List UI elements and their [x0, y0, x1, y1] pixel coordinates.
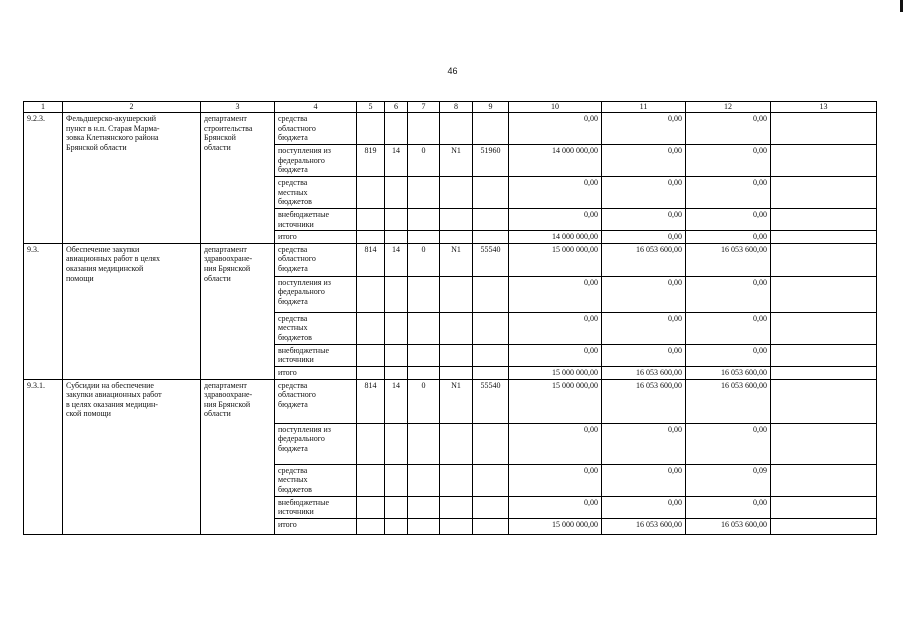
item-executor-line: департамент	[204, 114, 247, 123]
item-executor-line: департамент	[204, 244, 247, 254]
budget-code-c7	[408, 177, 440, 209]
header-cell-2: 2	[63, 102, 201, 113]
budget-code-c5	[357, 423, 385, 464]
header-cell-10: 10	[509, 102, 602, 113]
budget-code-c5	[357, 231, 385, 244]
funding-source-line: бюджета	[278, 443, 308, 453]
budget-code-c8	[440, 464, 473, 496]
amount-c13	[771, 209, 877, 231]
amount-c13	[771, 496, 877, 518]
budget-code-c6	[385, 209, 408, 231]
budget-code-c8: N1	[440, 379, 473, 423]
item-executor-line: департамент	[204, 380, 247, 390]
funding-source-line: бюджетов	[278, 484, 312, 494]
amount-c10: 0,00	[509, 496, 602, 518]
amount-c10: 14 000 000,00	[509, 145, 602, 177]
funding-source-line: федерального	[278, 287, 325, 297]
amount-c13	[771, 145, 877, 177]
funding-source	[275, 231, 357, 244]
budget-code-c5	[357, 177, 385, 209]
budget-code-c9	[473, 113, 509, 145]
item-executor-line: области	[204, 409, 231, 419]
funding-source-line: бюджета	[278, 263, 308, 273]
budget-code-c8	[440, 276, 473, 312]
budget-code-c6	[385, 113, 408, 145]
item-name-line: Фельдшерско-акушерский	[66, 114, 157, 123]
budget-code-c5: 814	[357, 379, 385, 423]
header-cell-11: 11	[602, 102, 686, 113]
funding-source-line: внебюджетные	[278, 210, 329, 219]
funding-source-line: средства	[278, 380, 308, 390]
budget-code-c9	[473, 464, 509, 496]
amount-c12: 0,00	[686, 276, 771, 312]
header-cell-1: 1	[24, 102, 63, 113]
item-name-line: в целях оказания медицин-	[66, 399, 158, 409]
item-name	[63, 243, 201, 379]
item-name-line: пункт в н.п. Старая Марма-	[66, 123, 160, 133]
funding-source-line: итого	[278, 519, 297, 529]
amount-c10: 14 000 000,00	[509, 231, 602, 244]
budget-code-c9	[473, 276, 509, 312]
item-code: 9.2.3.	[24, 113, 63, 244]
amount-c11: 0,00	[602, 231, 686, 244]
budget-code-c9: 55540	[473, 243, 509, 276]
budget-code-c8	[440, 518, 473, 534]
amount-c11: 0,00	[602, 177, 686, 209]
amount-c10: 0,00	[509, 177, 602, 209]
header-cell-3: 3	[201, 102, 275, 113]
funding-source-line: местных	[278, 475, 308, 485]
budget-code-c7	[408, 312, 440, 344]
amount-c12: 16 053 600,00	[686, 243, 771, 276]
amount-c12: 0,00	[686, 145, 771, 177]
amount-c13	[771, 344, 877, 366]
funding-source-line: федерального	[278, 434, 325, 444]
budget-code-c8	[440, 423, 473, 464]
header-cell-13: 13	[771, 102, 877, 113]
amount-c10: 0,00	[509, 113, 602, 145]
table-row	[24, 243, 877, 276]
funding-source-line: итого	[278, 232, 297, 242]
budget-code-c7: 0	[408, 379, 440, 423]
amount-c11: 0,00	[602, 344, 686, 366]
item-name-line: закупки авиационных работ	[66, 390, 162, 400]
budget-code-c9	[473, 312, 509, 344]
amount-c13	[771, 423, 877, 464]
item-name-line: Брянской области	[66, 142, 127, 152]
budget-code-c7	[408, 464, 440, 496]
amount-c11: 0,00	[602, 464, 686, 496]
amount-c12: 16 053 600,00	[686, 379, 771, 423]
amount-c11: 0,00	[602, 496, 686, 518]
amount-c12: 0,09	[686, 464, 771, 496]
funding-source	[275, 464, 357, 496]
item-name-line: Субсидии на обеспечение	[66, 380, 154, 390]
budget-code-c8	[440, 366, 473, 379]
budget-code-c6: 14	[385, 243, 408, 276]
budget-code-c7	[408, 344, 440, 366]
amount-c12: 0,00	[686, 344, 771, 366]
budget-code-c5	[357, 496, 385, 518]
amount-c12: 16 053 600,00	[686, 518, 771, 534]
item-name-line: зовка Клетнянского района	[66, 133, 159, 143]
amount-c13	[771, 518, 877, 534]
amount-c11: 0,00	[602, 312, 686, 344]
budget-code-c7	[408, 496, 440, 518]
funding-source	[275, 344, 357, 366]
budget-code-c8	[440, 113, 473, 145]
budget-code-c7	[408, 231, 440, 244]
budget-code-c5	[357, 276, 385, 312]
funding-source	[275, 177, 357, 209]
funding-source-line: итого	[278, 367, 297, 377]
budget-code-c9	[473, 366, 509, 379]
funding-source	[275, 496, 357, 518]
item-name	[63, 379, 201, 534]
funding-source-line: средства	[278, 114, 308, 123]
item-name-line: авиационных работ в целях	[66, 254, 160, 264]
funding-source-line: областного	[278, 254, 316, 264]
funding-source	[275, 145, 357, 177]
header-row	[24, 102, 877, 113]
amount-c10: 0,00	[509, 276, 602, 312]
budget-code-c7	[408, 113, 440, 145]
budget-code-c8: N1	[440, 145, 473, 177]
funding-source-line: бюджета	[278, 399, 308, 409]
amount-c12: 0,00	[686, 312, 771, 344]
budget-code-c5	[357, 113, 385, 145]
funding-source	[275, 518, 357, 534]
header-cell-7: 7	[408, 102, 440, 113]
budget-code-c9: 51960	[473, 145, 509, 177]
funding-source-line: поступления из	[278, 277, 331, 287]
amount-c11: 0,00	[602, 276, 686, 312]
budget-code-c9	[473, 423, 509, 464]
item-executor-line: строительства	[204, 123, 253, 133]
amount-c10: 0,00	[509, 312, 602, 344]
header-cell-6: 6	[385, 102, 408, 113]
amount-c10: 0,00	[509, 423, 602, 464]
budget-code-c6	[385, 518, 408, 534]
amount-c12: 0,00	[686, 231, 771, 244]
budget-code-c8	[440, 344, 473, 366]
item-executor	[201, 113, 275, 244]
item-code: 9.3.	[24, 243, 63, 379]
budget-code-c5: 819	[357, 145, 385, 177]
budget-code-c9	[473, 231, 509, 244]
budget-code-c6: 14	[385, 379, 408, 423]
amount-c12: 0,00	[686, 177, 771, 209]
budget-code-c6	[385, 276, 408, 312]
budget-code-c8	[440, 496, 473, 518]
funding-source-line: внебюджетные	[278, 497, 329, 507]
funding-source	[275, 113, 357, 145]
budget-code-c6: 14	[385, 145, 408, 177]
page-number: 46	[447, 66, 458, 76]
amount-c11: 0,00	[602, 113, 686, 145]
budget-code-c8	[440, 209, 473, 231]
amount-c11: 16 053 600,00	[602, 379, 686, 423]
budget-code-c6	[385, 312, 408, 344]
funding-source	[275, 243, 357, 276]
budget-code-c6	[385, 366, 408, 379]
item-executor-line: ния Брянской	[204, 399, 251, 409]
amount-c13	[771, 113, 877, 145]
edge-mark	[900, 0, 903, 12]
header-cell-12: 12	[686, 102, 771, 113]
item-name-line: оказания медицинской	[66, 263, 144, 273]
amount-c13	[771, 464, 877, 496]
amount-c10: 0,00	[509, 344, 602, 366]
budget-code-c7: 0	[408, 145, 440, 177]
budget-code-c9: 55540	[473, 379, 509, 423]
header-cell-9: 9	[473, 102, 509, 113]
budget-code-c5	[357, 366, 385, 379]
budget-code-c6	[385, 344, 408, 366]
budget-code-c6	[385, 496, 408, 518]
budget-code-c7	[408, 209, 440, 231]
amount-c13	[771, 366, 877, 379]
item-executor	[201, 243, 275, 379]
item-executor-line: Брянской	[204, 133, 236, 143]
funding-source-line: бюджета	[278, 133, 308, 143]
amount-c10: 15 000 000,00	[509, 243, 602, 276]
amount-c13	[771, 379, 877, 423]
funding-source	[275, 209, 357, 231]
item-executor-line: области	[204, 273, 231, 283]
budget-code-c8	[440, 231, 473, 244]
funding-source-line: средства	[278, 244, 308, 254]
budget-code-c5	[357, 344, 385, 366]
amount-c12: 0,00	[686, 496, 771, 518]
item-executor-line: здравоохране-	[204, 254, 253, 264]
item-code: 9.3.1.	[24, 379, 63, 534]
amount-c12: 16 053 600,00	[686, 366, 771, 379]
funding-source-line: источники	[278, 507, 314, 517]
funding-source-line: поступления из	[278, 146, 331, 155]
table-body	[24, 102, 877, 535]
funding-source-line: поступления из	[278, 424, 331, 434]
budget-code-c9	[473, 177, 509, 209]
budget-code-c7	[408, 518, 440, 534]
amount-c10: 0,00	[509, 209, 602, 231]
amount-c13	[771, 312, 877, 344]
budget-code-c9	[473, 518, 509, 534]
header-cell-5: 5	[357, 102, 385, 113]
amount-c10: 0,00	[509, 464, 602, 496]
amount-c11: 16 053 600,00	[602, 518, 686, 534]
budget-code-c8	[440, 312, 473, 344]
funding-source-line: бюджета	[278, 296, 308, 306]
budget-code-c7	[408, 366, 440, 379]
amount-c11: 0,00	[602, 209, 686, 231]
funding-source-line: федерального	[278, 155, 325, 165]
funding-source-line: местных	[278, 323, 308, 333]
item-name	[63, 113, 201, 244]
budget-code-c6	[385, 423, 408, 464]
budget-code-c8	[440, 177, 473, 209]
funding-source	[275, 276, 357, 312]
funding-source-line: бюджетов	[278, 197, 312, 207]
item-name-line: Обеспечение закупки	[66, 244, 140, 254]
budget-code-c5	[357, 209, 385, 231]
funding-source-line: областного	[278, 123, 316, 133]
amount-c13	[771, 276, 877, 312]
amount-c12: 0,00	[686, 209, 771, 231]
funding-source	[275, 312, 357, 344]
funding-source-line: средства	[278, 465, 308, 475]
funding-source-line: бюджета	[278, 165, 308, 175]
amount-c13	[771, 243, 877, 276]
table-row	[24, 379, 877, 423]
budget-code-c6	[385, 464, 408, 496]
funding-source-line: средства	[278, 313, 308, 323]
funding-source-line: источники	[278, 355, 314, 365]
funding-source-line: бюджетов	[278, 332, 312, 342]
funding-source	[275, 423, 357, 464]
budget-code-c7: 0	[408, 243, 440, 276]
amount-c11: 16 053 600,00	[602, 243, 686, 276]
funding-source	[275, 366, 357, 379]
budget-code-c7	[408, 276, 440, 312]
budget-code-c5: 814	[357, 243, 385, 276]
budget-code-c5	[357, 464, 385, 496]
header-cell-4: 4	[275, 102, 357, 113]
budget-code-c9	[473, 344, 509, 366]
budget-code-c8: N1	[440, 243, 473, 276]
amount-c11: 0,00	[602, 145, 686, 177]
funding-source-line: источники	[278, 219, 314, 229]
budget-code-c6	[385, 231, 408, 244]
budget-code-c9	[473, 496, 509, 518]
amount-c13	[771, 177, 877, 209]
budget-code-c5	[357, 312, 385, 344]
item-executor-line: здравоохране-	[204, 390, 253, 400]
amount-c10: 15 000 000,00	[509, 366, 602, 379]
header-cell-8: 8	[440, 102, 473, 113]
amount-c10: 15 000 000,00	[509, 518, 602, 534]
item-executor-line: области	[204, 142, 231, 152]
table-row	[24, 113, 877, 145]
budget-code-c9	[473, 209, 509, 231]
budget-table	[23, 101, 877, 535]
item-executor-line: ния Брянской	[204, 263, 251, 273]
amount-c13	[771, 231, 877, 244]
funding-source	[275, 379, 357, 423]
amount-c11: 16 053 600,00	[602, 366, 686, 379]
amount-c11: 0,00	[602, 423, 686, 464]
funding-source-line: областного	[278, 390, 316, 400]
budget-code-c6	[385, 177, 408, 209]
budget-code-c7	[408, 423, 440, 464]
item-name-line: помощи	[66, 273, 94, 283]
amount-c12: 0,00	[686, 113, 771, 145]
amount-c10: 15 000 000,00	[509, 379, 602, 423]
budget-code-c5	[357, 518, 385, 534]
funding-source-line: внебюджетные	[278, 345, 329, 355]
item-name-line: ской помощи	[66, 409, 111, 419]
funding-source-line: средства	[278, 178, 308, 187]
funding-source-line: местных	[278, 187, 308, 197]
amount-c12: 0,00	[686, 423, 771, 464]
item-executor	[201, 379, 275, 534]
